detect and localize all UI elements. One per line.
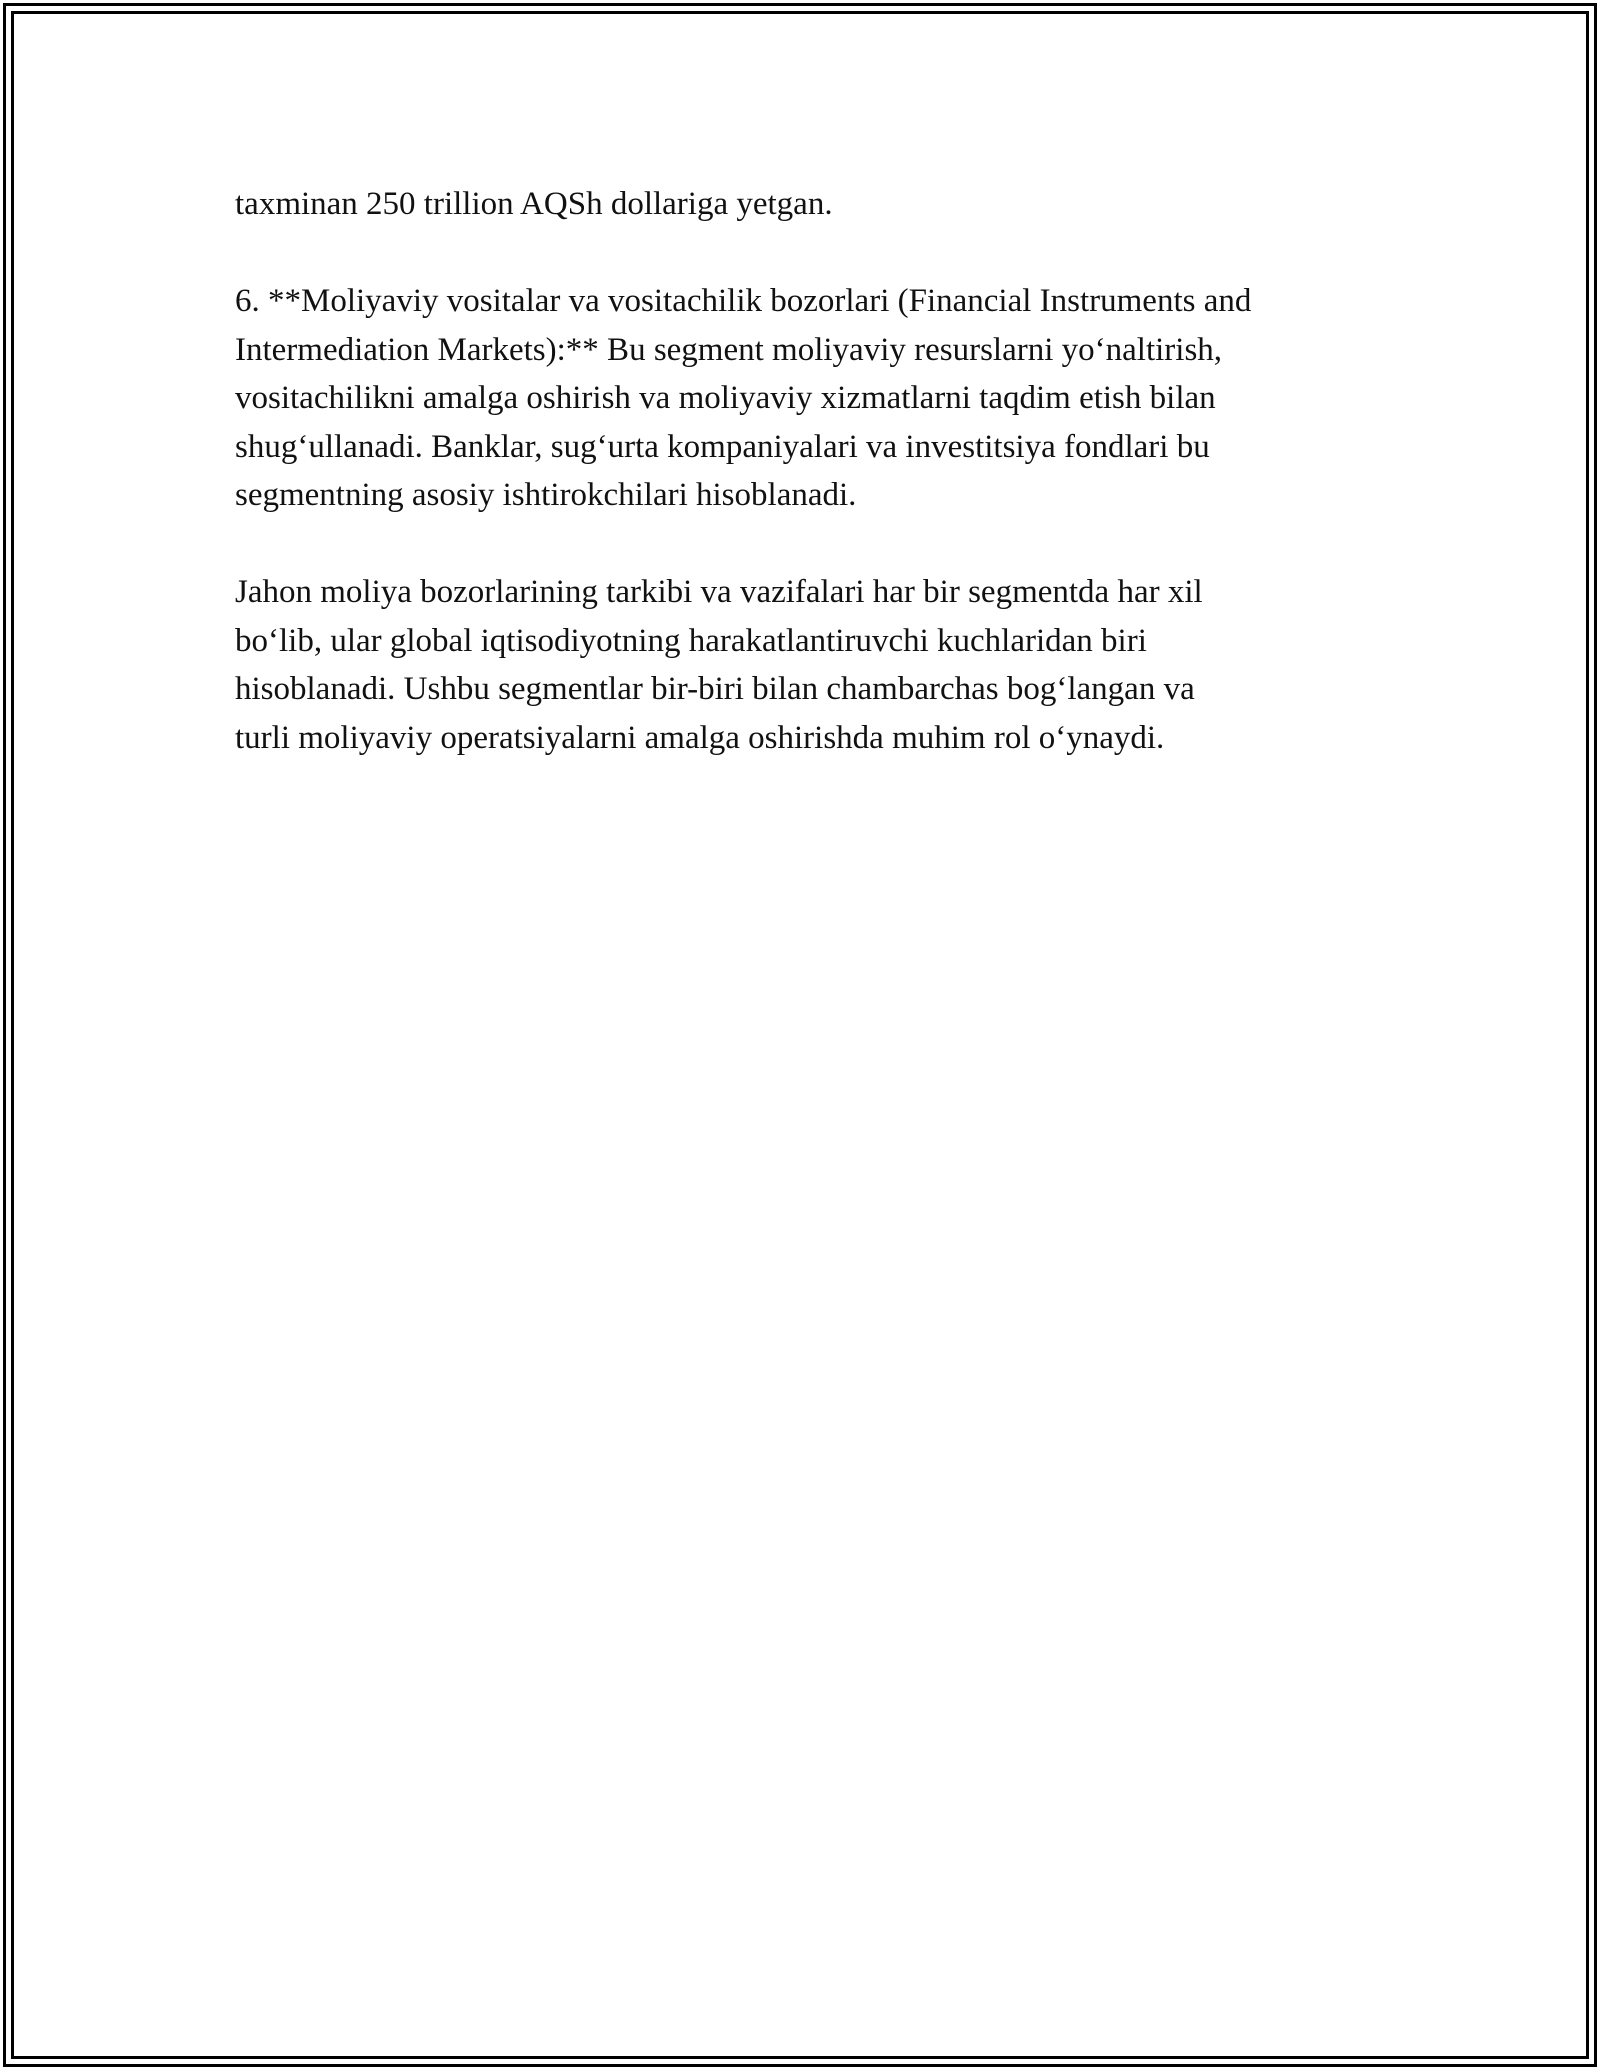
text-line: bo‘lib, ular global iqtisodiyotning harakatlantiruvchi kuchlaridan biri [235, 622, 1147, 659]
paragraph-spacer [235, 520, 1395, 569]
text-line: shug‘ullanadi. Banklar, sug‘urta kompaniyalari va investitsiya fondlari bu [235, 428, 1210, 465]
text-line: Intermediation Markets):** Bu segment moliyaviy resurslarni yo‘naltirish, [235, 331, 1223, 368]
text-line: vositachilikni amalga oshirish va moliyaviy xizmatlarni taqdim etish bilan [235, 380, 1216, 416]
text-line: taxminan 250 trillion AQSh dollariga yetgan. [235, 186, 833, 222]
paragraph-3 [235, 568, 1395, 762]
document-body [235, 180, 1395, 762]
text-line: turli moliyaviy operatsiyalarni amalga oshirishda muhim rol o‘ynaydi. [235, 719, 1165, 756]
paragraph-1 [235, 180, 1395, 229]
text-line: hisoblanadi. Ushbu segmentlar bir-biri bilan chambarchas bog‘langan va [235, 671, 1195, 707]
paragraph-spacer [235, 229, 1395, 278]
text-line: 6. **Moliyaviy vositalar va vositachilik bozorlari (Financial Instruments and [235, 283, 1252, 319]
paragraph-2 [235, 277, 1395, 520]
text-line: segmentning asosiy ishtirokchilari hisoblanadi. [235, 477, 857, 513]
text-line: Jahon moliya bozorlarining tarkibi va vazifalari har bir segmentda har xil [235, 574, 1203, 610]
